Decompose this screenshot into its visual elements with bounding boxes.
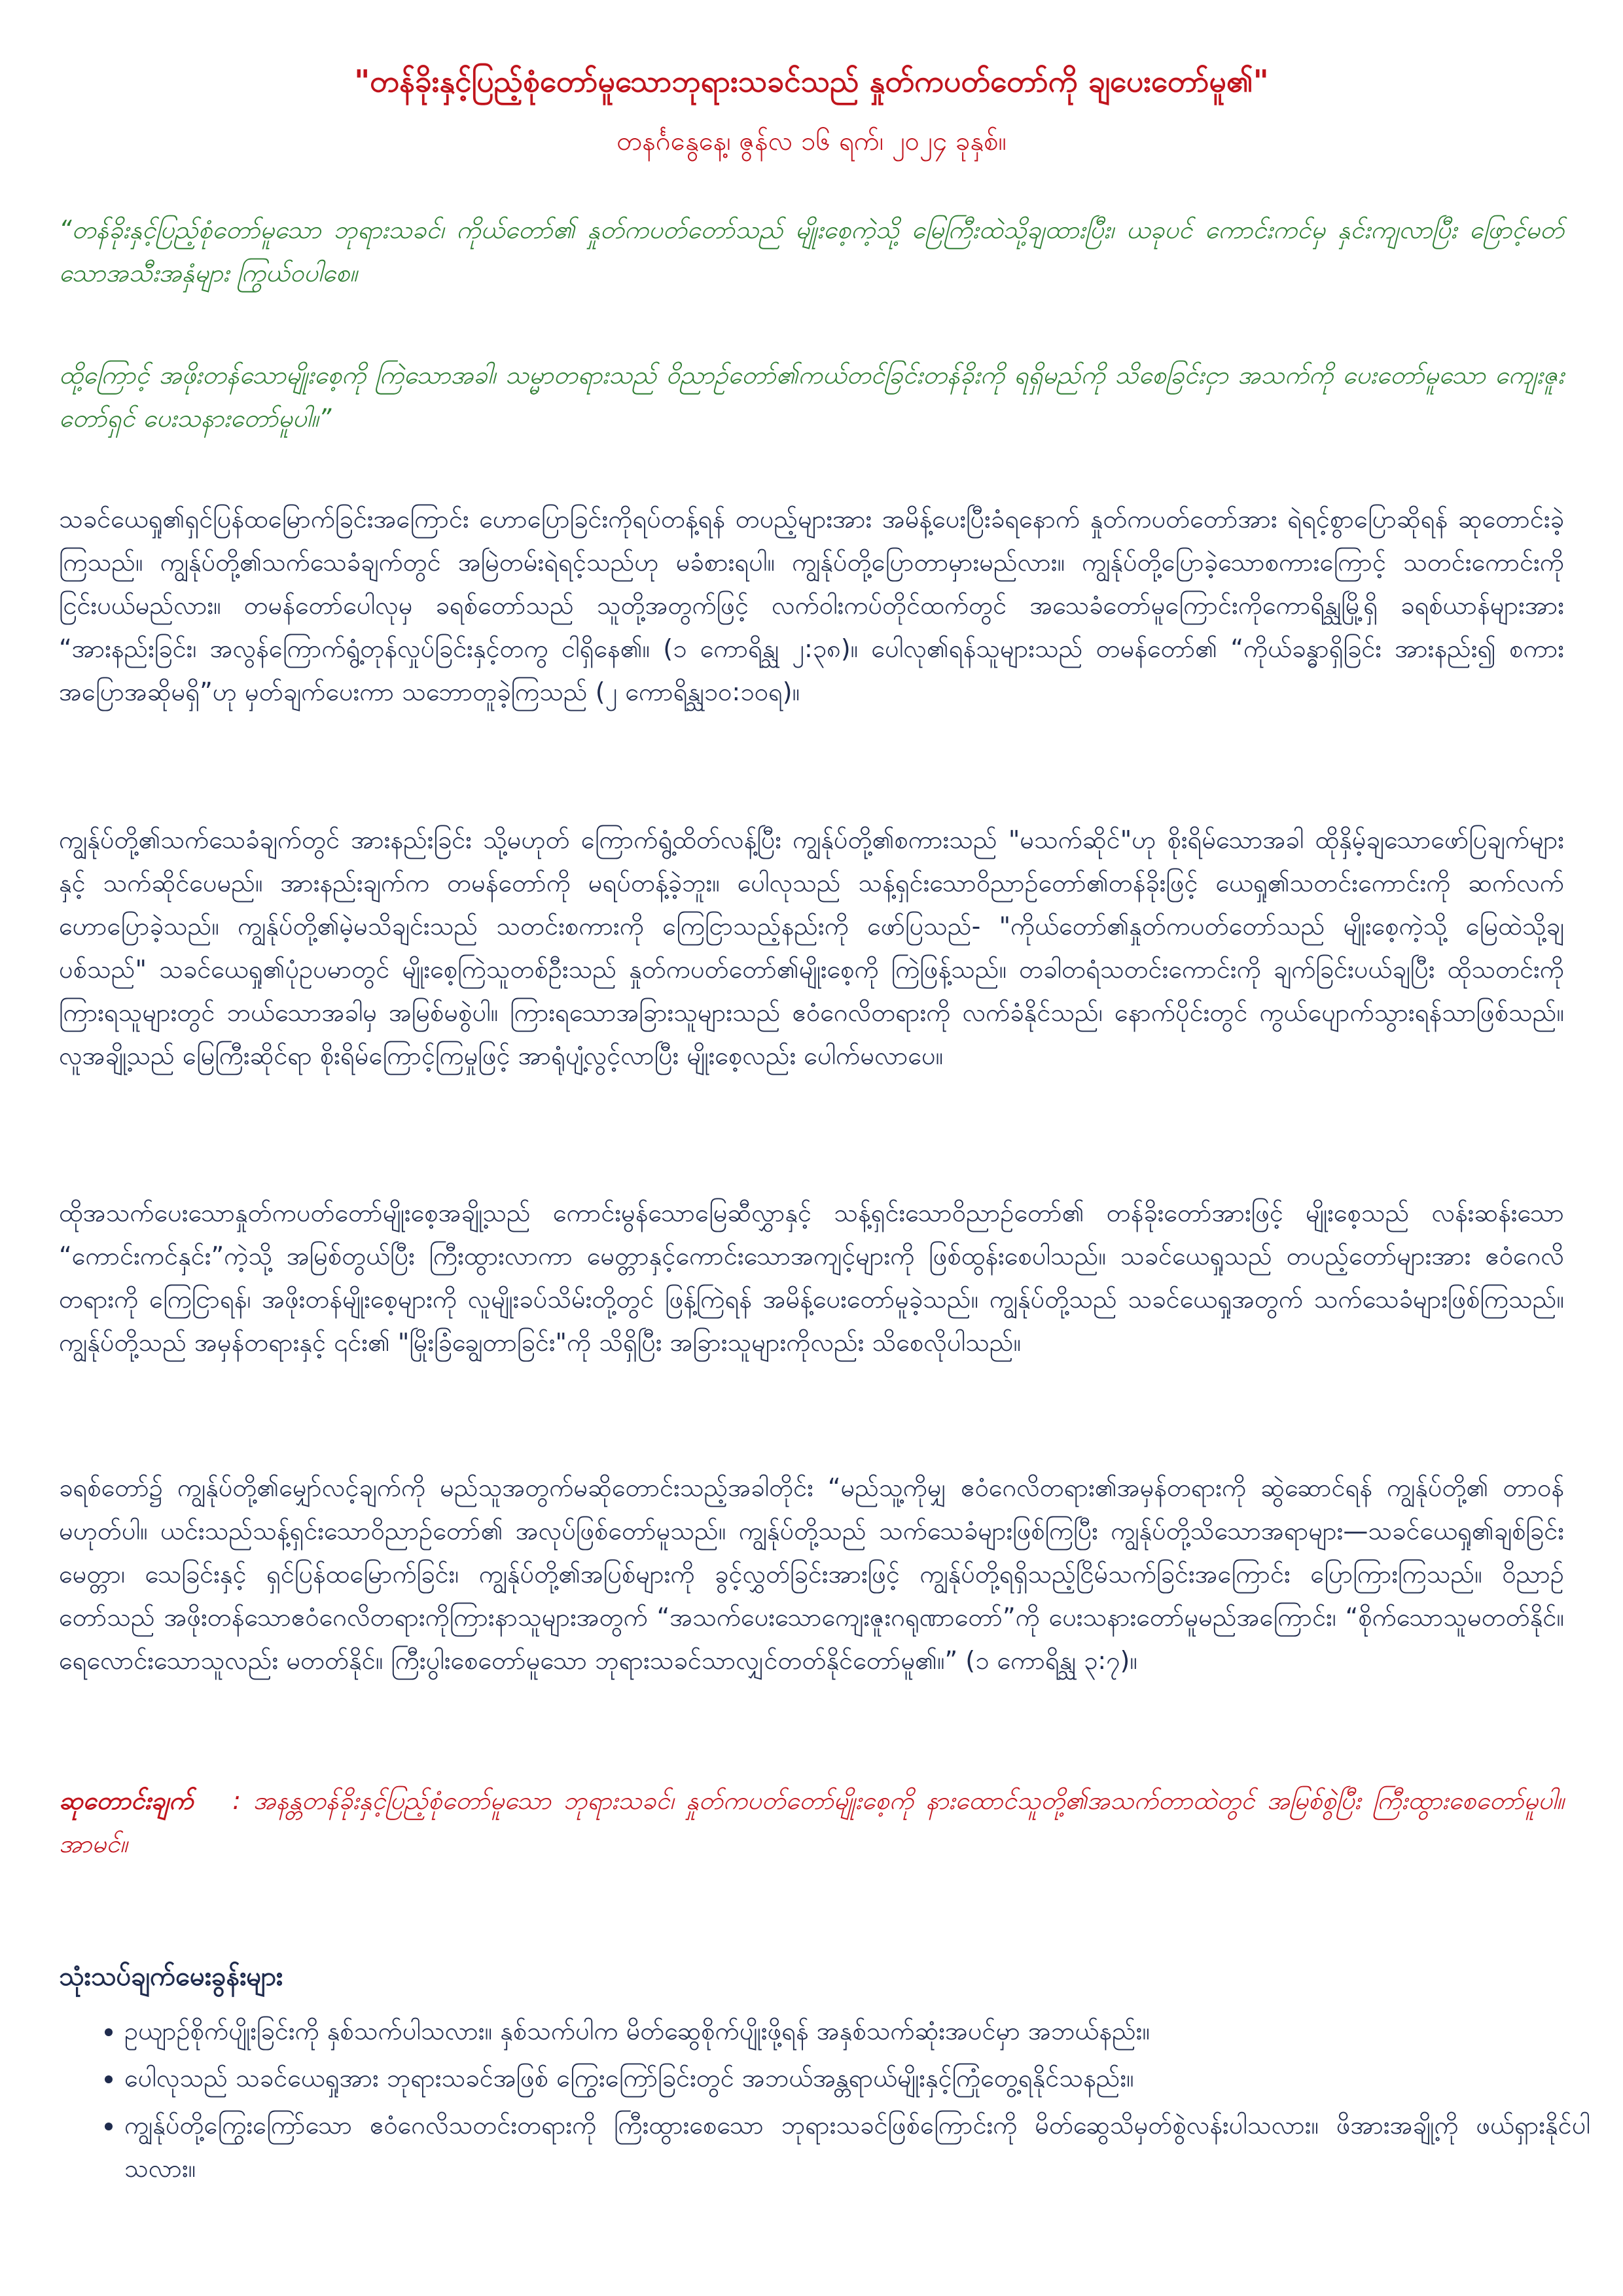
prayer-section [59, 1779, 1564, 1865]
prayer-label: ဆုတောင်းချက် [59, 1786, 194, 1815]
prayer-text: : အနန္တတန်ခိုးနှင့်ပြည့်စုံတော်မူသော ဘုရားသခင်၊ နှုတ်ကပတ်တော်မျိုးစေ့ကို နားထောင်သူတို့၏အသက်တာထဲတွင် အမြစ်စွဲပြီး ကြီးထွားစေတော်မူပါ။ အာမင်။ [59, 1786, 1564, 1858]
questions-list [98, 2009, 1590, 2194]
question-item: • ကျွန်ုပ်တို့ကြွေးကြော်သော ဧဝံဂေလိသတင်းတရားကို ကြီးထွားစေသော ဘုရားသခင်ဖြစ်ကြောင်းကို မိတ်ဆွေသိမှတ်စွဲလန်းပါသလား။ ဖိအားအချို့ကို ဖယ်ရှားနိုင်ပါသလား။ [124, 2104, 1590, 2190]
question-item: • ဥယျာဉ်စိုက်ပျိုးခြင်းကို နှစ်သက်ပါသလား။ နှစ်သက်ပါက မိတ်ဆွေစိုက်ပျိုးဖို့ရန် အနှစ်သက်ဆုံးအပင်မှာ အဘယ်နည်း။ [124, 2009, 1590, 2053]
body-paragraph-1: သခင်ယေရှု၏ရှင်ပြန်ထမြောက်ခြင်းအကြောင်း ဟောပြောခြင်းကိုရပ်တန့်ရန် တပည့်များအား အမိန့်ပေးပြီးခံရနောက် နှုတ်ကပတ်တော်အား ရဲရင့်စွာပြောဆိုရန် ဆုတောင်းခဲ့ကြသည်။ ကျွန်ုပ်တို့၏သက်သေခံချက်တွင် အမြဲတမ်းရဲရင့်သည်ဟု မခံစားရပါ။ ကျွန်ုပ်တို့ပြောတာမှားမည်လား။ ကျွန်ုပ်တို့ပြောခဲ့သောစကားကြောင့် သတင်းကောင်းကို ငြင်းပယ်မည်လား။ တမန်တော်ပေါလုမှ ခရစ်တော်သည် သူတို့အတွက်ဖြင့် လက်ဝါးကပ်တိုင်ထက်တွင် အသေခံတော်မူကြောင်းကိုကောရိန္သုမြို့ရှိ ခရစ်ယာန်များအား “အားနည်းခြင်း၊ အလွန်ကြောက်ရွံ့တုန်လှုပ်ခြင်းနှင့်တကွ ငါရှိနေ၏။ (၁ ကောရိန္သု ၂:၃၈)။ ပေါလု၏ရန်သူများသည် တမန်တော်၏ “ကိုယ်ခန္ဓာရှိခြင်း အားနည်း၍ စကားအပြောအဆိုမရှိ”ဟု မှတ်ချက်ပေးကာ သဘောတူခဲ့ကြသည် (၂ ကောရိန္သု၁၀:၁၀ရ)။ [59, 505, 1564, 706]
opening-quote-2: ထို့ကြောင့် အဖိုးတန်သောမျိုးစေ့ကို ကြဲသောအခါ၊ သမ္မာတရားသည် ဝိညာဉ်တော်၏ကယ်တင်ခြင်းတန်ခိုးကို ရရှိမည်ကို သိစေခြင်းငှာ အသက်ကို ပေးတော်မူသော ကျေးဇူးတော်ရှင် ပေးသနားတော်မူပါ။” [59, 361, 1564, 433]
page-title: "တန်ခိုးနှင့်ပြည့်စုံတော်မူသောဘုရားသခင်သည် နှုတ်ကပတ်တော်ကို ချပေးတော်မူ၏" [354, 63, 1269, 99]
body-paragraph-2: ကျွန်ုပ်တို့၏သက်သေခံချက်တွင် အားနည်းခြင်း သို့မဟုတ် ကြောက်ရွံ့ထိတ်လန့်ပြီး ကျွန်ုပ်တို့၏စကားသည် "မသက်ဆိုင်"ဟု စိုးရိမ်သောအခါ ထိုနှိမ့်ချသောဖော်ပြချက်များနှင့် သက်ဆိုင်ပေမည်။ အားနည်းချက်က တမန်တော်ကို မရပ်တန့်ခဲ့ဘူး။ ပေါလုသည် သန့်ရှင်းသောဝိညာဉ်တော်၏တန်ခိုးဖြင့် ယေရှု၏သတင်းကောင်းကို ဆက်လက်ဟောပြောခဲ့သည်။ ကျွန်ုပ်တို့၏မဲ့မသိချင်းသည် သတင်းစကားကို ကြေငြာသည့်နည်းကို ဖော်ပြသည်- "ကိုယ်တော်၏နှုတ်ကပတ်တော်သည် မျိုးစေ့ကဲ့သို့ မြေထဲသို့ချပစ်သည်" သခင်ယေရှု၏ပုံဥပမာတွင် မျိုးစေ့ကြဲသူတစ်ဦးသည် နှုတ်ကပတ်တော်၏မျိုးစေ့ကို ကြဲဖြန့်သည်။ တခါတရံသတင်းကောင်းကို ချက်ခြင်းပယ်ချပြီး ထိုသတင်းကိုကြားရသူများတွင် ဘယ်သောအခါမှ အမြစ်မစွဲပါ။ ကြားရသောအခြားသူများသည် ဧဝံဂေလိတရားကို လက်ခံနိုင်သည်၊ နောက်ပိုင်းတွင် ကွယ်ပျောက်သွားရန်သာဖြစ်သည်။ လူအချို့သည် မြေကြီးဆိုင်ရာ စိုးရိမ်ကြောင့်ကြမှုဖြင့် အာရုံပျံ့လွင့်လာပြီး မျိုးစေ့လည်း ပေါက်မလာပေ။ [59, 825, 1564, 1070]
body-paragraph-3: ထိုအသက်ပေးသောနှုတ်ကပတ်တော်မျိုးစေ့အချို့သည် ကောင်းမွန်သောမြေဆီလွှာနှင့် သန့်ရှင်းသောဝိညာဉ်တော်၏ တန်ခိုးတော်အားဖြင့် မျိုးစေ့သည် လန်းဆန်းသော “ကောင်းကင်နှင်း”ကဲ့သို့ အမြစ်တွယ်ပြီး ကြီးထွားလာကာ မေတ္တာနှင့်ကောင်းသောအကျင့်များကို ဖြစ်ထွန်းစေပါသည်။ သခင်ယေရှုသည် တပည့်တော်များအား ဧဝံဂေလိတရားကို ကြေငြာရန်၊ အဖိုးတန်မျိုးစေ့များကို လူမျိုးခပ်သိမ်းတို့တွင် ဖြန့်ကြဲရန် အမိန့်ပေးတော်မူခဲ့သည်။ ကျွန်ုပ်တို့သည် သခင်ယေရှုအတွက် သက်သေခံများဖြစ်ကြသည်။ ကျွန်ုပ်တို့သည် အမှန်တရားနှင့် ၎င်း၏ "မြိုးခြံချွေတာခြင်း"ကို သိရှိပြီး အခြားသူများကိုလည်း သိစေလိုပါသည်။ [59, 1198, 1564, 1357]
body-paragraph-4: ခရစ်တော်၌ ကျွန်ုပ်တို့၏မျှော်လင့်ချက်ကို မည်သူအတွက်မဆိုတောင်းသည့်အခါတိုင်း “မည်သူ့ကိုမျှ ဧဝံဂေလိတရား၏အမှန်တရားကို ဆွဲဆောင်ရန် ကျွန်ုပ်တို့၏ တာဝန်မဟုတ်ပါ။ ယင်းသည်သန့်ရှင်းသောဝိညာဉ်တော်၏ အလုပ်ဖြစ်တော်မူသည်။ ကျွန်ုပ်တို့သည် သက်သေခံများဖြစ်ကြပြီး ကျွန်ုပ်တို့သိသောအရာများ—သခင်ယေရှု၏ချစ်ခြင်းမေတ္တာ၊ သေခြင်းနှင့် ရှင်ပြန်ထမြောက်ခြင်း၊ ကျွန်ုပ်တို့၏အပြစ်များကို ခွင့်လွှတ်ခြင်းအားဖြင့် ကျွန်ုပ်တို့ရရှိသည့်ငြိမ်သက်ခြင်းအကြောင်း ပြောကြားကြသည်။ ဝိညာဉ်တော်သည် အဖိုးတန်သောဧဝံဂေလိတရားကိုကြားနာသူများအတွက် “အသက်ပေးသောကျေးဇူးဂရုဏာတော်”ကို ပေးသနားတော်မူမည်အကြောင်း၊ “စိုက်သောသူမတတ်နိုင်။ ရေလောင်းသောသူလည်း မတတ်နိုင်။ ကြီးပွါးစေတော်မူသော ဘုရားသခင်သာလျှင်တတ်နိုင်တော်မူ၏။” (၁ ကောရိန္သု ၃:၇)။ [59, 1473, 1564, 1675]
opening-quote-1: “တန်ခိုးနှင့်ပြည့်စုံတော်မူသော ဘုရားသခင်၊ ကိုယ်တော်၏ နှုတ်ကပတ်တော်သည် မျိုးစေ့ကဲ့သို့ မြေကြီးထဲသို့ချထားပြီး၊ ယခုပင် ကောင်းကင်မှ နှင်းကျလာပြီး ဖြောင့်မတ်သောအသီးအနှံများ ကြွယ်ဝပါစေ။ [59, 215, 1564, 287]
question-item: • ပေါလုသည် သခင်ယေရှုအား ဘုရားသခင်အဖြစ် ကြွေးကြော်ခြင်းတွင် အဘယ်အန္တရာယ်မျိုးနှင့်ကြုံတွေ့ရနိုင်သနည်း။ [124, 2056, 1590, 2100]
page-date: တနင်္ဂနွေနေ့၊ ဇွန်လ ၁၆ ရက်၊ ၂၀၂၄ ခုနှစ်။ [616, 126, 1007, 156]
questions-heading: သုံးသပ်ချက်မေးခွန်းများ [59, 1962, 283, 1992]
